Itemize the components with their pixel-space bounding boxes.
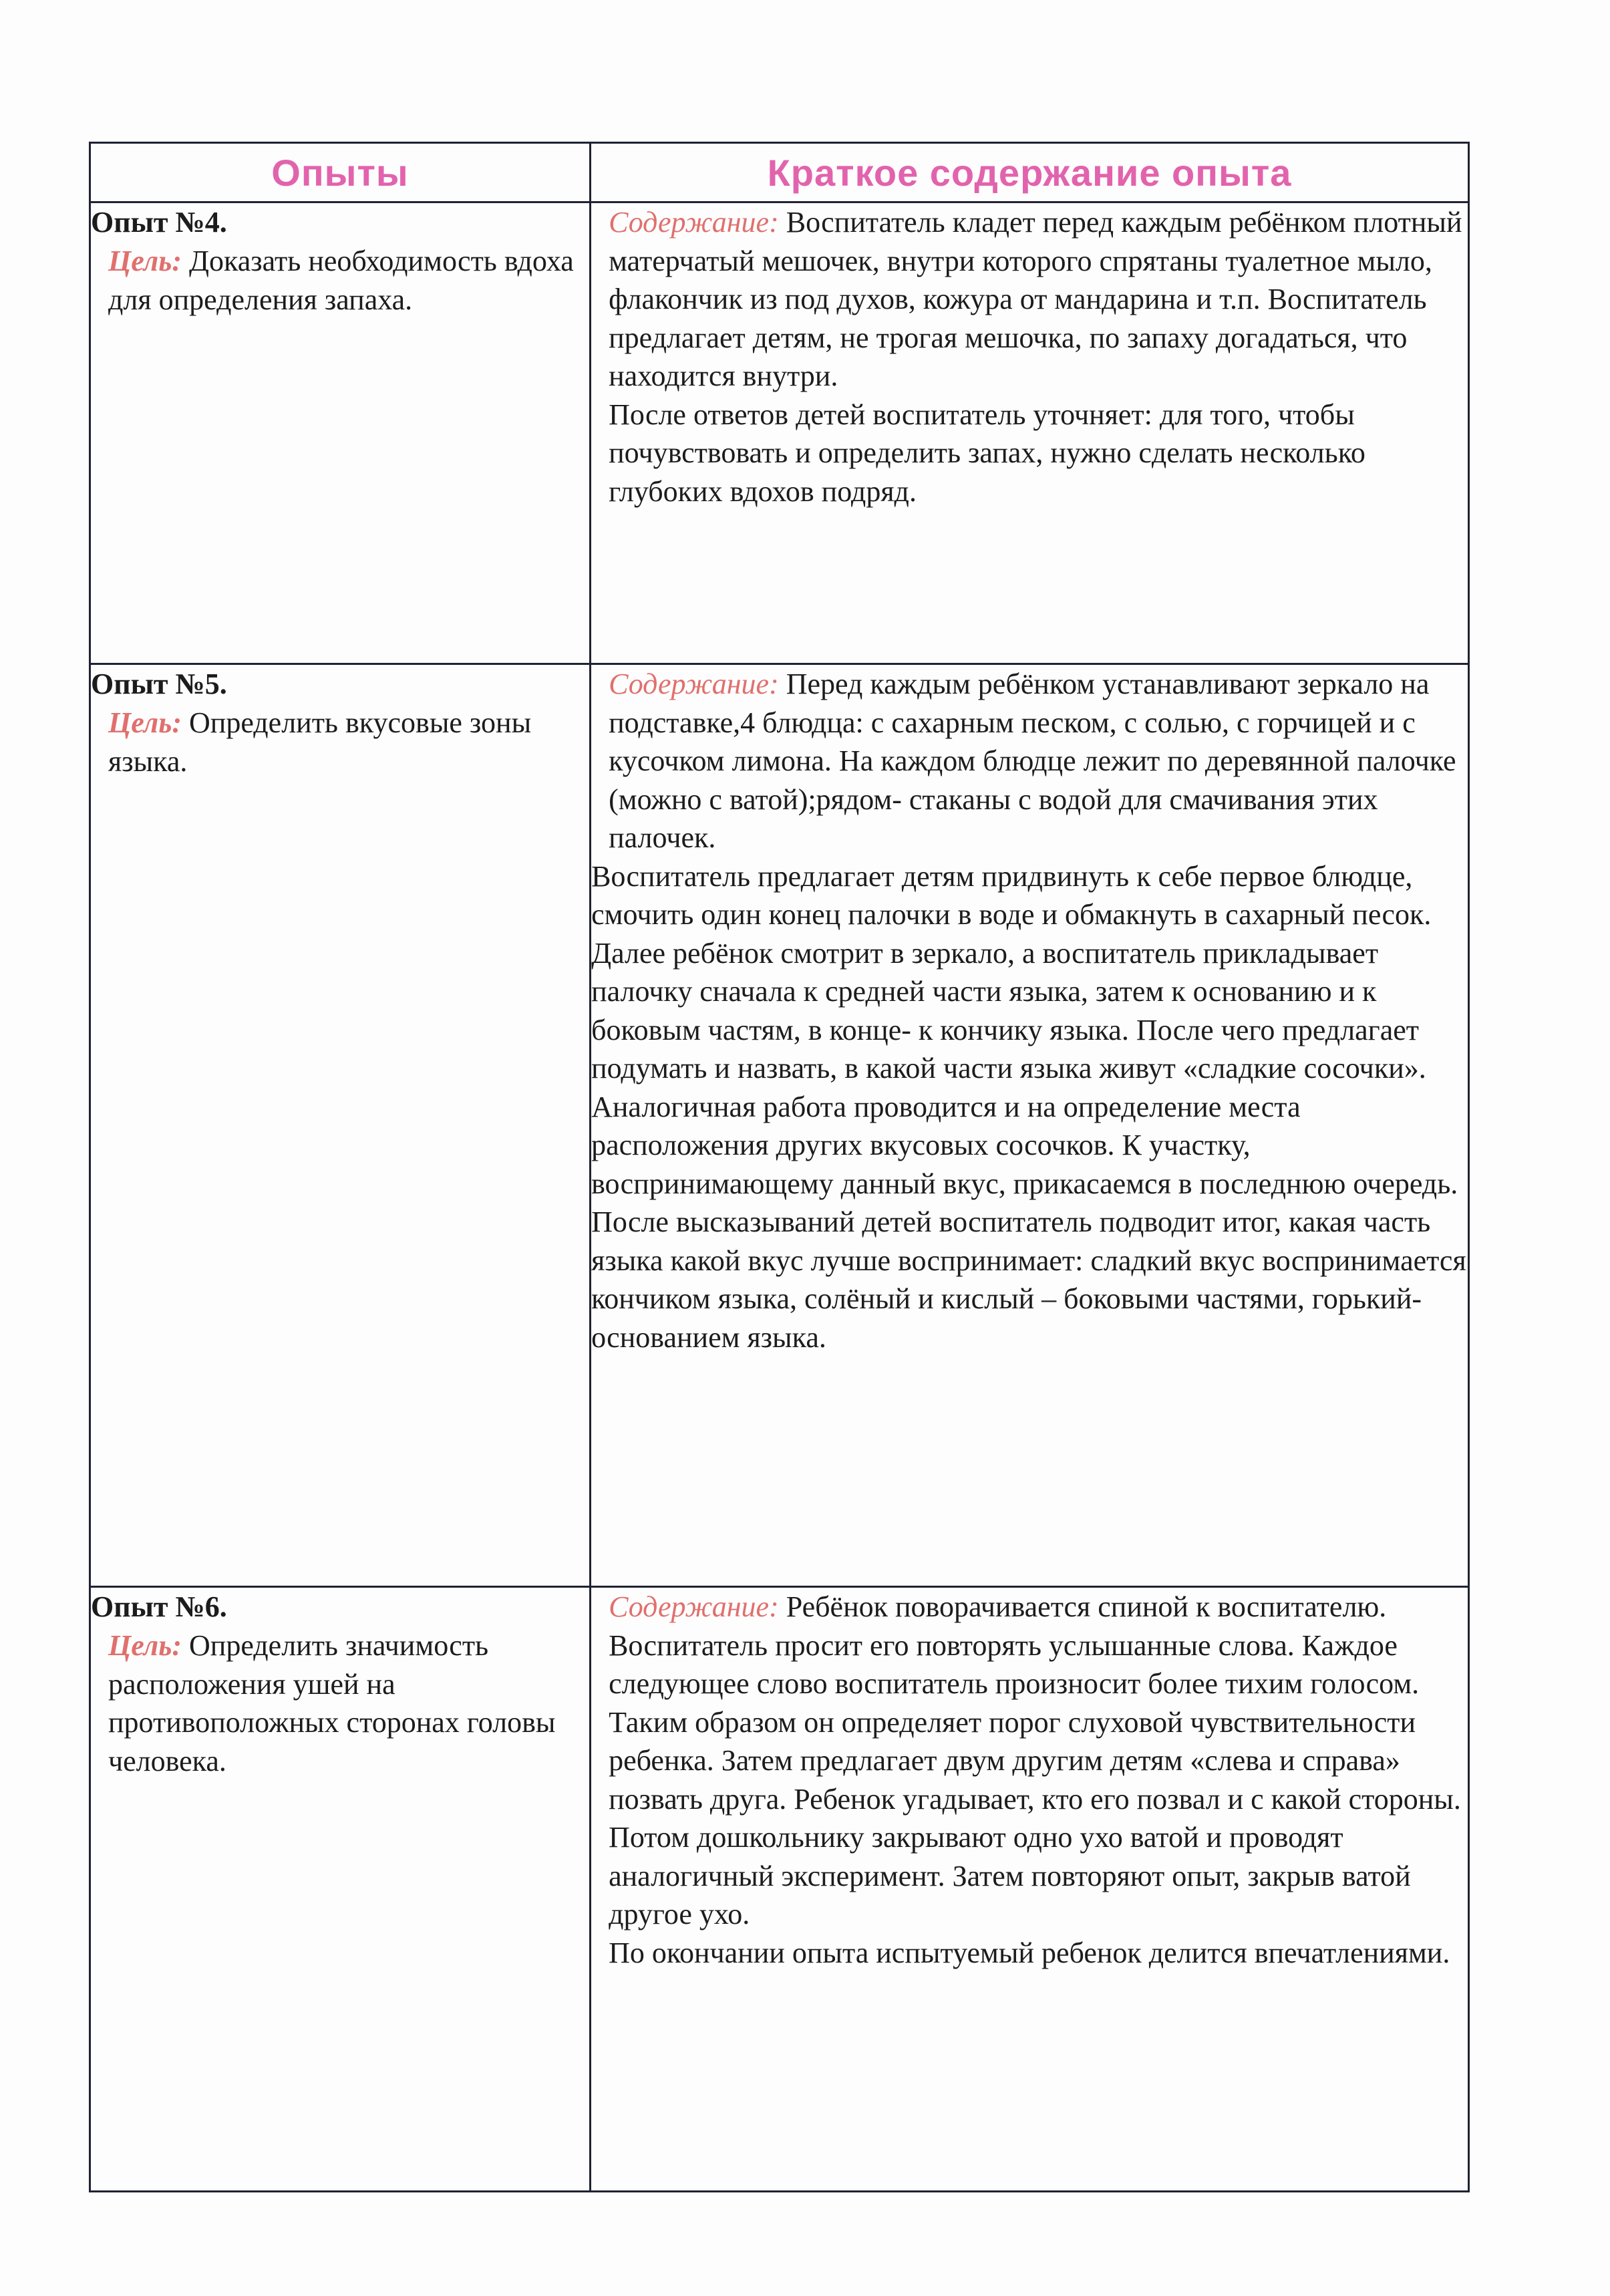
goal-label: Цель:: [108, 245, 182, 277]
experiment-cell: [90, 202, 591, 664]
table-row: [90, 1587, 1469, 2192]
experiment-goal: [91, 242, 589, 319]
experiment-cell: [90, 1587, 591, 2192]
summary-paragraph: После ответов детей воспитатель уточняет: для того, чтобы почувствовать и определить запах, нужно сделать несколько глубоких вдохов подряд.: [609, 398, 1365, 508]
goal-text: Определить значимость расположения ушей на противоположных сторонах головы человека.: [108, 1629, 556, 1777]
table-row: [90, 664, 1469, 1587]
table-header-row: [90, 143, 1469, 202]
summary-paragraph: Воспитатель предлагает детям придвинуть к себе первое блюдце, смочить один конец палочки в воде и обмакнуть в сахарный песок. Далее ребёнок смотрит в зеркало, а воспитатель прикладывает палочку сначала к средней части языка, затем к основанию и к боковым частям, в конце- к кончику языка. После чего предлагает подумать и назвать, в какой части языка живут «сладкие сосочки». Аналогичная работа проводится и на определение места расположения других вкусовых сосочков. К участку, воспринимающему данный вкус, прикасаемся в последнюю очередь. После высказываний детей воспитатель подводит итог, какая часть языка какой вкус лучше воспринимает: сладкий вкус воспринимается кончиком языка, солёный и кислый – боковыми частями, горький- основанием языка.: [591, 859, 1466, 1354]
experiment-title: Опыт №6.: [91, 1590, 227, 1623]
goal-text: Доказать необходимость вдоха для определения запаха.: [108, 245, 574, 316]
summary-cell: [591, 1587, 1469, 2192]
experiments-table: [89, 142, 1470, 2192]
goal-label: Цель:: [108, 1629, 182, 1662]
content-label: Содержание:: [609, 206, 779, 239]
content-text: Перед каждым ребёнком устанавливают зеркало на подставке,4 блюдца: с сахарным песком, с солью, с горчицей и с кусочком лимона. На каждом блюдце лежит по деревянной палочке (можно с ватой);рядом- стаканы с водой для смачивания этих палочек.: [609, 668, 1456, 854]
experiment-cell: [90, 664, 591, 1587]
content-label: Содержание:: [609, 1590, 779, 1623]
summary-paragraph: По окончании опыта испытуемый ребенок делится впечатлениями.: [609, 1936, 1450, 1969]
experiment-goal: [91, 704, 589, 780]
header-experiments: Опыты: [90, 143, 591, 202]
goal-label: Цель:: [108, 706, 182, 739]
goal-text: Определить вкусовые зоны языка.: [108, 706, 532, 778]
content-label: Содержание:: [609, 668, 779, 700]
experiment-goal: [91, 1626, 589, 1780]
experiment-title: Опыт №5.: [91, 668, 227, 700]
table-row: [90, 202, 1469, 664]
content-text: Воспитатель кладет перед каждым ребёнком плотный матерчатый мешочек, внутри которого спрятаны туалетное мыло, флакончик из под духов, кожура от мандарина и т.п. Воспитатель предлагает детям, не трогая мешочка, по запаху догадаться, что находится внутри.: [609, 206, 1462, 392]
header-summary: Краткое содержание опыта: [591, 143, 1469, 202]
experiment-title: Опыт №4.: [91, 206, 227, 239]
summary-cell: [591, 664, 1469, 1587]
summary-paragraph: [591, 1588, 1468, 1934]
summary-cell: [591, 202, 1469, 664]
summary-paragraph: [591, 203, 1468, 396]
content-text: Ребёнок поворачивается спиной к воспитателю. Воспитатель просит его повторять услышанные слова. Каждое следующее слово воспитатель произносит более тихим голосом. Таким образом он определяет порог слуховой чувствительности ребенка. Затем предлагает двум другим детям «слева и справа» позвать друга. Ребенок угадывает, кто его позвал и с какой стороны. Потом дошкольнику закрывают одно ухо ватой и проводят аналогичный эксперимент. Затем повторяют опыт, закрыв ватой другое ухо.: [609, 1590, 1461, 1930]
summary-paragraph: [591, 665, 1468, 857]
